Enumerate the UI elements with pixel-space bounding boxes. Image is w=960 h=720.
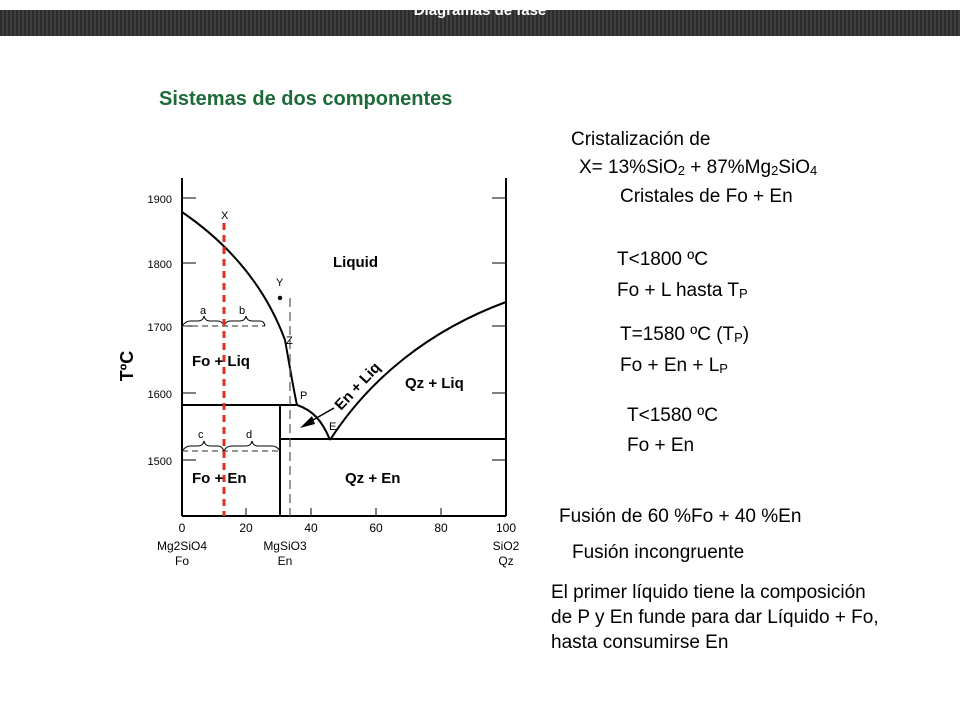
t2-main: T=1580 ºC (T [620,324,735,345]
text-t2 [620,323,749,350]
region-fo-liq: Fo + Liq [192,353,250,370]
p2-main: Fo + En + L [620,355,720,376]
brace-d [224,441,280,451]
text-explanation: El primer líquido tiene la composición de P y En funde para dar Líquido + Fo, hasta consumirse En [551,582,879,653]
p1-main: Fo + L hasta T [617,280,739,301]
y-tick-label: 1500 [147,456,172,468]
brace-c [182,441,224,451]
text-incongruente: Fusión incongruente [572,542,745,563]
composition-mid2: SiO [778,157,810,178]
region-en-liq: En + Liq [331,359,385,414]
text-t1: T<1800 ºC [617,249,708,270]
section-subtitle: Sistemas de dos componentes [159,88,453,110]
region-fo-en: Fo + En [192,470,247,487]
y-tick-label: 1800 [147,259,172,271]
header-title: Diagramas de fase [413,2,547,19]
composition-sub: 2 [771,163,779,178]
composition-sub: 2 [677,163,685,178]
x-tick-label: 20 [239,521,253,535]
text-p3: Fo + En [627,435,695,456]
t2-sub: P [734,330,743,345]
text-composition [579,156,817,183]
x-ticks [246,508,441,516]
region-liquid: Liquid [333,254,378,271]
point-label-p: P [300,390,308,402]
point-label-x: X [221,210,229,222]
x-tick-label: 0 [178,521,186,535]
region-qz-liq: Qz + Liq [405,375,464,392]
end-member-en-name: En [277,554,293,568]
brace-b [224,316,265,326]
point-label-e: E [329,421,337,433]
region-qz-en: Qz + En [345,470,401,487]
y-ticks-left [182,198,196,460]
y-tick-label: 1700 [147,322,172,334]
text-p1 [617,279,748,306]
composition-sub: 4 [809,163,818,178]
point-label-d: d [246,429,253,441]
composition-prefix: X= 13%SiO [579,157,678,178]
text-p2 [620,354,728,381]
arrow-head-icon [300,416,315,428]
t2-end: ) [742,324,750,345]
composition-mid: + 87%Mg [684,157,772,178]
p2-sub: P [719,361,728,376]
point-label-a: a [200,305,207,317]
text-t3: T<1580 ºC [627,405,718,426]
point-label-c: c [198,429,204,441]
brace-a [182,316,224,326]
y-tick-label: 1600 [147,389,172,401]
y-ticks-right [492,198,506,460]
text-fusion: Fusión de 60 %Fo + 40 %En [559,506,802,527]
text-cristales: Cristales de Fo + En [620,186,793,207]
point-label-y: Y [276,277,284,289]
end-member-en-formula: MgSiO3 [263,539,307,553]
end-member-fo-name: Fo [174,554,190,568]
point-label-b: b [239,305,246,317]
x-tick-label: 80 [434,521,448,535]
liquidus-qz-curve [330,302,506,440]
y-axis-title: TºC [117,350,137,382]
x-tick-label: 40 [304,521,318,535]
x-tick-label: 60 [369,521,383,535]
end-member-qz-formula: SiO2 [492,539,520,553]
text-cristalizacion: Cristalización de [571,129,711,150]
y-tick-label: 1900 [147,194,172,206]
x-tick-label: 100 [495,521,517,535]
point-label-z: Z [286,335,293,347]
end-member-fo-formula: Mg2SiO4 [156,539,208,553]
end-member-qz-name: Qz [498,554,514,568]
p1-sub: P [739,286,748,301]
point-y-marker [278,296,282,300]
